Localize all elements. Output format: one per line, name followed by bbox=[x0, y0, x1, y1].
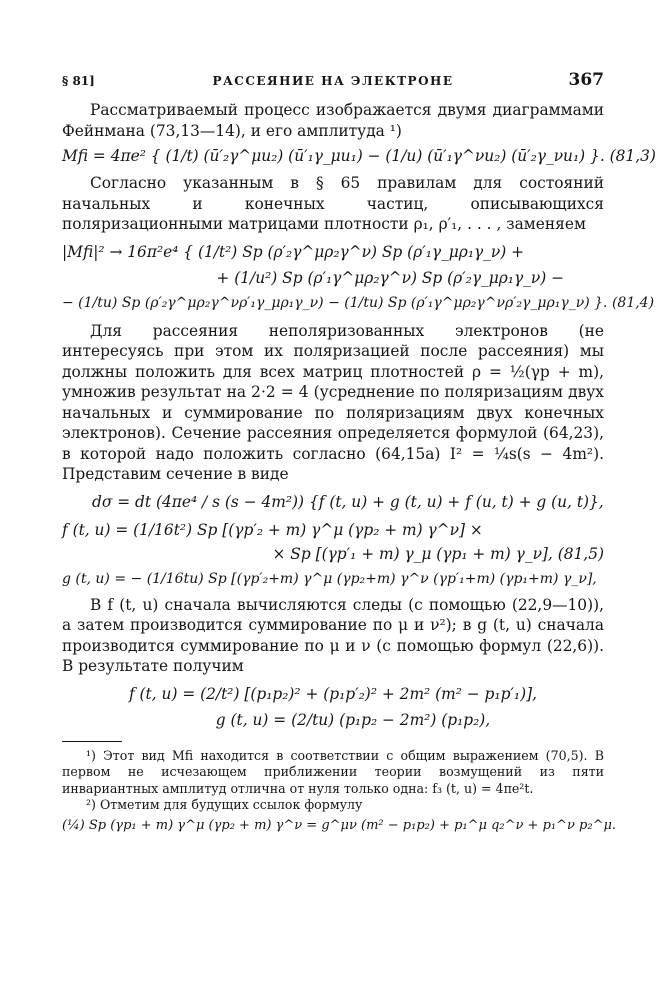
running-title: РАССЕЯНИЕ НА ЭЛЕКТРОНЕ bbox=[212, 74, 454, 88]
footnote-2: ²) Отметим для будущих ссылок формулу bbox=[86, 797, 363, 812]
paragraph-traces: В f (t, u) сначала вычисляются следы (с помощью (22,9—10)), а затем производится суммирование по μ и ν²); в g (t, u) сначала производится суммирование по μ и ν (с помощью формул (22,6)). В результате получим bbox=[62, 595, 604, 675]
equation-81-5-f-line-1: f (t, u) = (1/16t²) Sp [(γp′₂ + m) γ^μ (γp₂ + m) γ^ν] × bbox=[62, 520, 483, 539]
equation-81-5-f-line-2: × Sp [(γp′₁ + m) γ_μ (γp₁ + m) γ_ν], (81,5) bbox=[272, 544, 604, 563]
footnote-rule bbox=[62, 741, 122, 742]
equation-f-result: f (t, u) = (2/t²) [(p₁p₂)² + (p₁p′₂)² + 2m² (m² − p₁p′₁)], bbox=[128, 684, 538, 703]
paragraph-feynman-diagrams: Рассматриваемый процесс изображается двумя диаграммами Фейнмана (73,13—14), и его амплитуда ¹) bbox=[62, 101, 604, 140]
page-number: 367 bbox=[568, 70, 604, 90]
page-body bbox=[62, 100, 656, 833]
equation-81-4-line-1: |Mfi|² → 16π²e⁴ { (1/t²) Sp (ρ′₂γ^μρ₂γ^ν) Sp (ρ′₁γ_μρ₁γ_ν) + bbox=[62, 242, 525, 261]
equation-81-4-line-3: − (1/tu) Sp (ρ′₂γ^μρ₂γ^νρ′₁γ_μρ₁γ_ν) − (1/tu) Sp (ρ′₁γ^μρ₂γ^νρ′₂γ_μρ₁γ_ν) }. (81,4) bbox=[62, 294, 655, 311]
equation-81-5-g: g (t, u) = − (1/16tu) Sp [(γp′₂+m) γ^μ (γp₂+m) γ^ν (γp′₁+m) (γp₁+m) γ_ν], bbox=[62, 570, 597, 587]
footnote-2-formula: (¼) Sp (γp₁ + m) γ^μ (γp₂ + m) γ^ν = g^μν (m² − p₁p₂) + p₁^μ q₂^ν + p₁^ν p₂^μ. bbox=[62, 817, 617, 833]
paragraph-unpolarized: Для рассеяния неполяризованных электронов (не интересуясь при этом их поляризацией после рассеяния) мы должны положить для всех матриц плотностей ρ = ½(γp + m), умножив результат на 2·2 = 4 (усреднение по поляризациям двух начальных и суммирование по поляризациям двух конечных электронов). Сечение рассеяния определяется формулой (64,23), в которой надо положить согласно (64,15а) I² = ¼s(s − 4m²). Представим сечение в виде bbox=[62, 321, 604, 483]
paragraph-density-matrices: Согласно указанным в § 65 правилам для состояний начальных и конечных частиц, описывающихся поляризационными матрицами плотности ρ₁, ρ′₁, . . . , заменяем bbox=[62, 174, 604, 233]
equation-dsigma: dσ = dt (4πe⁴ / s (s − 4m²)) {f (t, u) + g (t, u) + f (u, t) + g (u, t)}, bbox=[92, 492, 604, 511]
equation-81-4-line-2: + (1/u²) Sp (ρ′₁γ^μρ₂γ^ν) Sp (ρ′₂γ_μρ₁γ_ν) − bbox=[216, 268, 564, 287]
equation-g-result: g (t, u) = (2/tu) (p₁p₂ − 2m²) (p₁p₂), bbox=[215, 710, 491, 729]
page-header bbox=[62, 70, 604, 92]
equation-81-3: Mfi = 4πe² { (1/t) (ū′₂γ^μu₂) (ū′₁γ_μu₁) − (1/u) (ū′₁γ^νu₂) (ū′₂γ_νu₁) }. (81,3) bbox=[62, 147, 656, 165]
section-reference: § 81] bbox=[62, 74, 95, 88]
footnote-1: ¹) Этот вид Mfi находится в соответствии с общим выражением (70,5). В первом не исчезающем приближении теории возмущений из пяти инвариантных амплитуд отлична от нуля только одна: f₃ (t, u) = 4πe²t. bbox=[62, 747, 604, 796]
